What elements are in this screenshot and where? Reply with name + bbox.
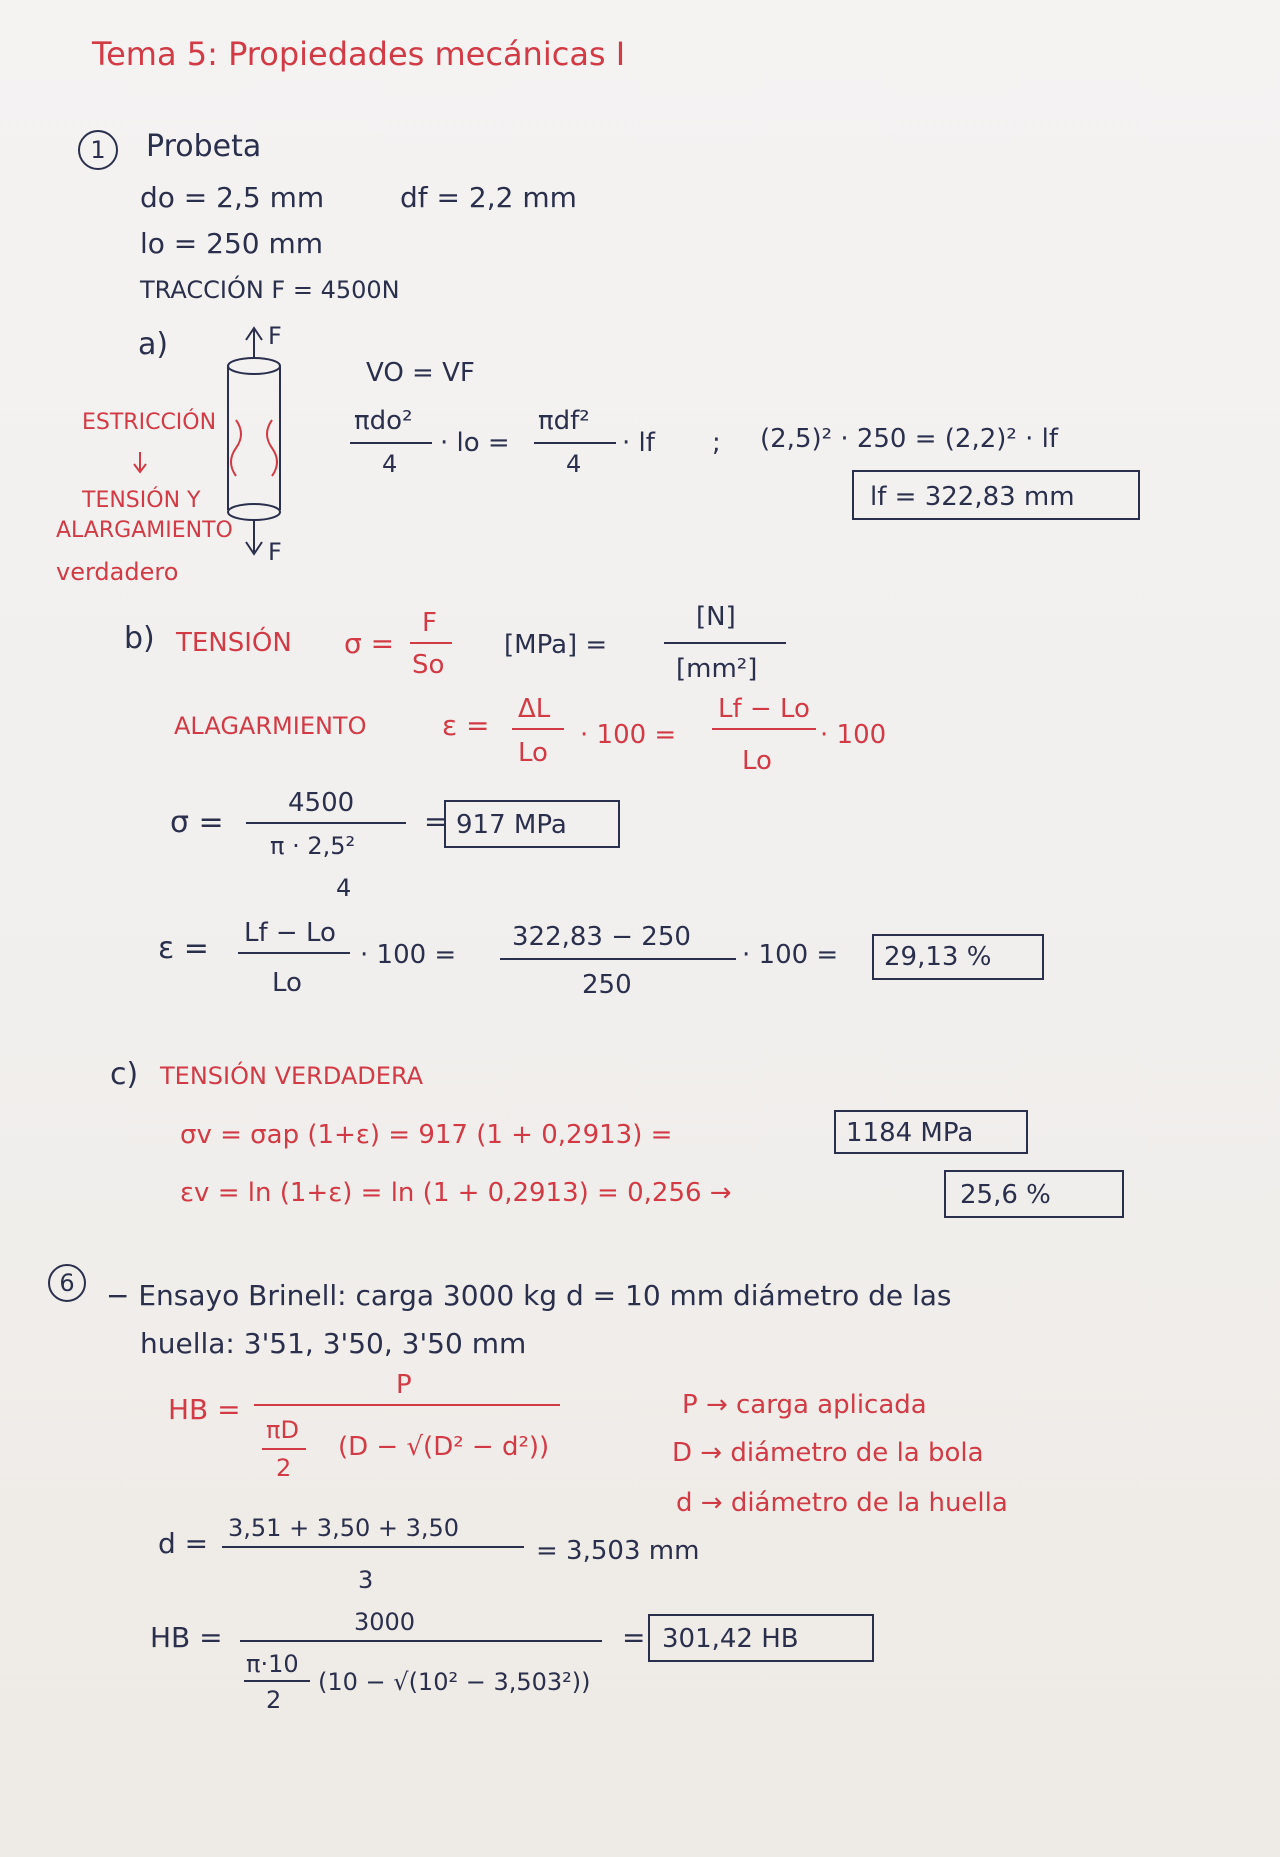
eps-v-equation: εv = ln (1+ε) = ln (1 + 0,2913) = 0,256 → xyxy=(180,1178,732,1208)
calc-eps-num2: 322,83 − 250 xyxy=(512,922,691,952)
given-d0: do = 2,5 mm xyxy=(140,181,325,214)
legend-p: P → carga aplicada xyxy=(682,1390,927,1420)
hb-calc-num: 3000 xyxy=(354,1608,416,1636)
calc-eps-end: · 100 = xyxy=(742,940,839,970)
calc-sigma-result: 917 MPa xyxy=(456,810,567,840)
problem-6-statement-line2: huella: 3'51, 3'50, 3'50 mm xyxy=(140,1327,527,1360)
eps-def-num2: Lf − Lo xyxy=(718,694,810,724)
part-c-label: c) xyxy=(110,1057,139,1092)
estriccion-label: ESTRICCIÓN xyxy=(82,410,217,435)
tension-label-line1: TENSIÓN Y xyxy=(82,488,201,513)
eps-def-lhs: ε = xyxy=(442,709,490,742)
hb-formula-num: P xyxy=(396,1370,412,1400)
problem-1-heading: Probeta xyxy=(146,129,262,164)
hb-calc-den-b: 2 xyxy=(266,1686,282,1714)
d-avg-lhs: d = xyxy=(158,1527,209,1560)
force-top-label: F xyxy=(268,322,282,350)
hb-calc-den-a: π·10 xyxy=(246,1650,299,1678)
calc-sigma-num: 4500 xyxy=(288,788,355,818)
calc-sigma-den-b: 4 xyxy=(336,874,352,902)
given-l0: lo = 250 mm xyxy=(140,227,324,260)
tension-word: TENSIÓN xyxy=(176,628,292,658)
part-a-label: a) xyxy=(138,327,169,362)
numeric-volume-equation: (2,5)² · 250 = (2,2)² · lf xyxy=(760,424,1059,454)
page-title: Tema 5: Propiedades mecánicas I xyxy=(92,35,626,73)
hb-formula-den-c: (D − √(D² − d²)) xyxy=(338,1432,550,1462)
volume-equation: VO = VF xyxy=(366,358,475,388)
part-b-label: b) xyxy=(124,621,155,656)
hb-calc-den-c: (10 − √(10² − 3,503²)) xyxy=(318,1668,591,1696)
problem-number-1: 1 xyxy=(78,130,118,170)
hb-calc-lhs: HB = xyxy=(150,1621,223,1654)
eps-def-mid: · 100 = xyxy=(580,720,677,750)
eps-def-num: ΔL xyxy=(518,694,551,724)
part-c-heading: TENSIÓN VERDADERA xyxy=(160,1062,424,1090)
d-avg-result: = 3,503 mm xyxy=(536,1536,700,1566)
times-lf: · lf xyxy=(622,428,655,458)
frac-left-num: πdo² xyxy=(354,406,413,436)
frac-right-den: 4 xyxy=(566,450,582,478)
d-avg-den: 3 xyxy=(358,1566,374,1594)
d-avg-num: 3,51 + 3,50 + 3,50 xyxy=(228,1514,460,1542)
eps-def-den: Lo xyxy=(518,738,548,768)
calc-eps-den: Lo xyxy=(272,968,302,998)
hb-calc-eq: = xyxy=(622,1621,646,1654)
calc-eps-result: 29,13 % xyxy=(884,942,992,972)
units-left: [MPa] = xyxy=(504,630,608,660)
sigma-v-equation: σv = σap (1+ε) = 917 (1 + 0,2913) = xyxy=(180,1120,673,1150)
sigma-def-num: F xyxy=(422,608,437,638)
hb-formula-den-b: 2 xyxy=(276,1454,292,1482)
units-num: [N] xyxy=(696,602,736,632)
force-bottom-label: F xyxy=(268,538,282,566)
tension-label-line3: verdadero xyxy=(56,558,179,586)
calc-sigma-lhs: σ = xyxy=(170,805,224,840)
given-df: df = 2,2 mm xyxy=(400,181,577,214)
calc-eps-num: Lf − Lo xyxy=(244,918,336,948)
hb-formula-lhs: HB = xyxy=(168,1393,241,1426)
sigma-def-lhs: σ = xyxy=(344,627,395,660)
semicolon: ; xyxy=(712,428,721,458)
problem-number-6: 6 xyxy=(48,1264,86,1302)
hb-calc-result: 301,42 HB xyxy=(662,1624,799,1654)
calc-sigma-den-a: π · 2,5² xyxy=(270,832,356,860)
given-traction: TRACCIÓN F = 4500N xyxy=(140,276,400,304)
times-l0: · lo = xyxy=(440,428,510,458)
alargamiento-word: ALAGARMIENTO xyxy=(174,712,367,740)
lf-result: lf = 322,83 mm xyxy=(870,482,1075,512)
eps-def-den2: Lo xyxy=(742,746,772,776)
sigma-v-result: 1184 MPa xyxy=(846,1118,974,1148)
sigma-def-den: So xyxy=(412,650,445,680)
calc-sigma-eq: = xyxy=(424,805,448,838)
calc-eps-lhs: ε = xyxy=(158,931,209,966)
problem-6-statement-line1: − Ensayo Brinell: carga 3000 kg d = 10 mm diámetro de las xyxy=(106,1279,952,1312)
calc-eps-den2: 250 xyxy=(582,970,632,1000)
frac-left-den: 4 xyxy=(382,450,398,478)
frac-right-num: πdf² xyxy=(538,406,590,436)
legend-D: D → diámetro de la bola xyxy=(672,1438,984,1468)
eps-def-end: · 100 xyxy=(820,720,887,750)
units-den: [mm²] xyxy=(676,654,758,684)
hb-formula-den-a: πD xyxy=(266,1416,299,1444)
tension-label-line2: ALARGAMIENTO xyxy=(56,518,233,543)
eps-v-result: 25,6 % xyxy=(960,1180,1051,1210)
calc-eps-mid: · 100 = xyxy=(360,940,457,970)
legend-d: d → diámetro de la huella xyxy=(676,1488,1008,1518)
